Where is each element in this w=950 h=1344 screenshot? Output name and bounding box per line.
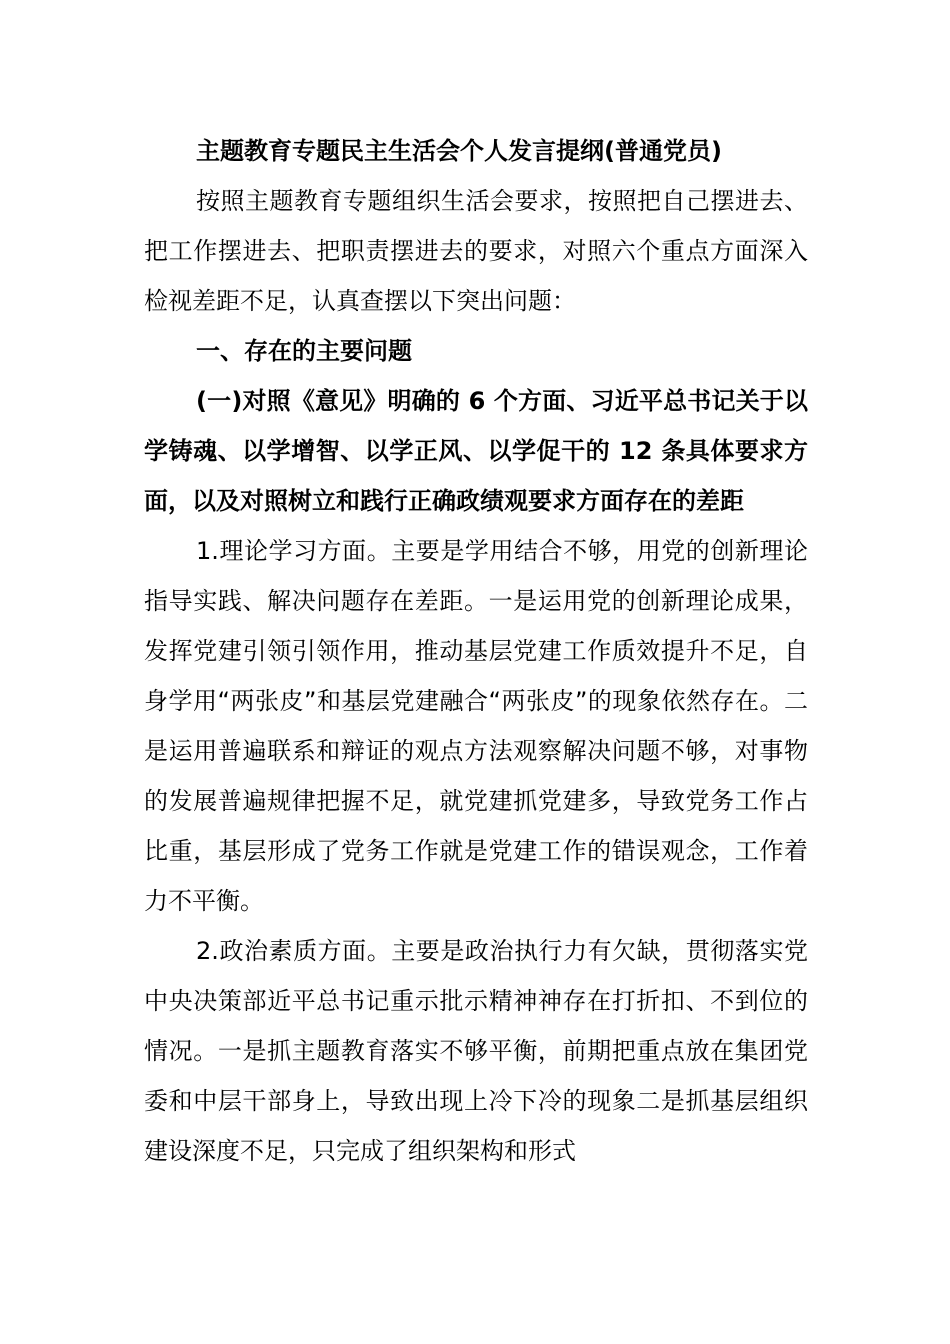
point-theory-study: 1.理论学习方面。主要是学用结合不够，用党的创新理论指导实践、解决问题存在差距。一是运用党的创新理论成果，发挥党建引领引领作用，推动基层党建工作质效提升不足，自身学用“两张皮”和基层党建融合“两张皮”的现象依然存在。二是运用普遍联系和辩证的观点方法观察解决问题不够，对事物的发展普遍规律把握不足，就党建抓党建多，导致党务工作占比重，基层形成了党务工作就是党建工作的错误观念，工作着力不平衡。 [144, 537, 808, 915]
section-heading: 一、存在的主要问题 [196, 337, 412, 365]
document-title: 主题教育专题民主生活会个人发言提纲(普通党员) [196, 137, 722, 165]
intro-paragraph: 按照主题教育专题组织生活会要求，按照把自己摆进去、把工作摆进去、把职责摆进去的要求，对照六个重点方面深入检视差距不足，认真查摆以下突出问题： [144, 187, 808, 315]
point-political-quality: 2.政治素质方面。主要是政治执行力有欠缺，贯彻落实党中央决策部近平总书记重示批示精神神存在打折扣、不到位的情况。一是抓主题教育落实不够平衡，前期把重点放在集团党委和中层干部身上，导致出现上冷下冷的现象二是抓基层组织建设深度不足，只完成了组织架构和形式 [144, 937, 808, 1165]
document-body [144, 126, 808, 1176]
subsection-heading: (一)对照《意见》明确的 6 个方面、习近平总书记关于以学铸魂、以学增智、以学正风、以学促干的 12 条具体要求方面，以及对照树立和践行正确政绩观要求方面存在的差距 [144, 387, 808, 515]
